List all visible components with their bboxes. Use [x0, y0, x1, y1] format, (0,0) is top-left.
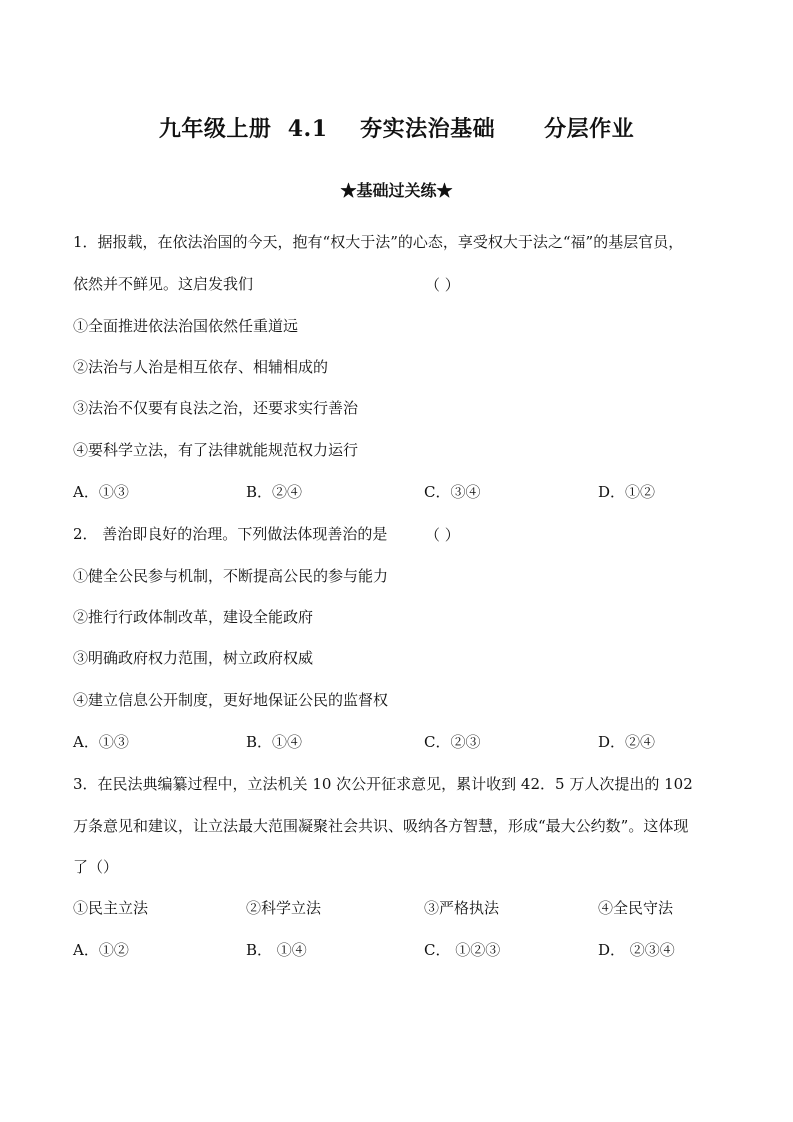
- section-heading: ★基础过关练★: [340, 181, 453, 200]
- q1-stem-line-2: 依然并不鲜见。这启发我们: [73, 275, 254, 293]
- q2-option-b: B．①④: [246, 733, 303, 751]
- q1-option-d: D．①②: [598, 483, 656, 501]
- q3-stem-line-3: 了（）: [73, 858, 119, 876]
- q3-option-b: B． ①④: [246, 941, 307, 959]
- q1-stem-line-1: 1．据报载，在依法治国的今天，抱有“权大于法”的心态，享受权大于法之“福”的基层官员，: [73, 233, 684, 251]
- q2-item-1: ①健全公民参与机制，不断提高公民的参与能力: [73, 567, 389, 585]
- q3-option-c: C． ①②③: [424, 941, 501, 959]
- q1-item-1: ①全面推进依法治国依然任重道远: [73, 317, 299, 335]
- q2-item-2: ②推行行政体制改革，建设全能政府: [73, 608, 314, 626]
- q1-option-b: B．②④: [246, 483, 303, 501]
- q2-option-c: C．②③: [424, 733, 481, 751]
- q2-option-a: A．①③: [73, 733, 129, 751]
- q1-item-3: ③法治不仅要有良法之治，还要求实行善治: [73, 399, 359, 417]
- q3-item-3: ③严格执法: [424, 899, 500, 917]
- page-title: 九年级上册 4.1 夯实法治基础 分层作业: [158, 116, 635, 142]
- q2-answer-blank: （ ）: [425, 526, 460, 544]
- q3-option-a: A．①②: [73, 941, 129, 959]
- q2-item-4: ④建立信息公开制度，更好地保证公民的监督权: [73, 691, 389, 709]
- q2-stem: 2． 善治即良好的治理。下列做法体现善治的是: [73, 525, 388, 543]
- q1-item-4: ④要科学立法，有了法律就能规范权力运行: [73, 441, 359, 459]
- q3-stem-line-1: 3．在民法典编纂过程中，立法机关 10 次公开征求意见，累计收到 42．5 万人次提出的 102: [73, 775, 693, 793]
- q1-option-a: A．①③: [73, 483, 129, 501]
- q3-item-4: ④全民守法: [598, 899, 674, 917]
- q3-item-2: ②科学立法: [246, 899, 322, 917]
- q1-answer-blank: （ ）: [425, 276, 460, 294]
- q2-item-3: ③明确政府权力范围，树立政府权威: [73, 649, 314, 667]
- q1-option-c: C．③④: [424, 483, 481, 501]
- q3-option-d: D． ②③④: [598, 941, 675, 959]
- q1-item-2: ②法治与人治是相互依存、相辅相成的: [73, 358, 329, 376]
- q3-item-1: ①民主立法: [73, 899, 149, 917]
- q2-option-d: D．②④: [598, 733, 656, 751]
- q3-stem-line-2: 万条意见和建议，让立法最大范围凝聚社会共识、吸纳各方智慧，形成“最大公约数”。这体现: [73, 817, 689, 835]
